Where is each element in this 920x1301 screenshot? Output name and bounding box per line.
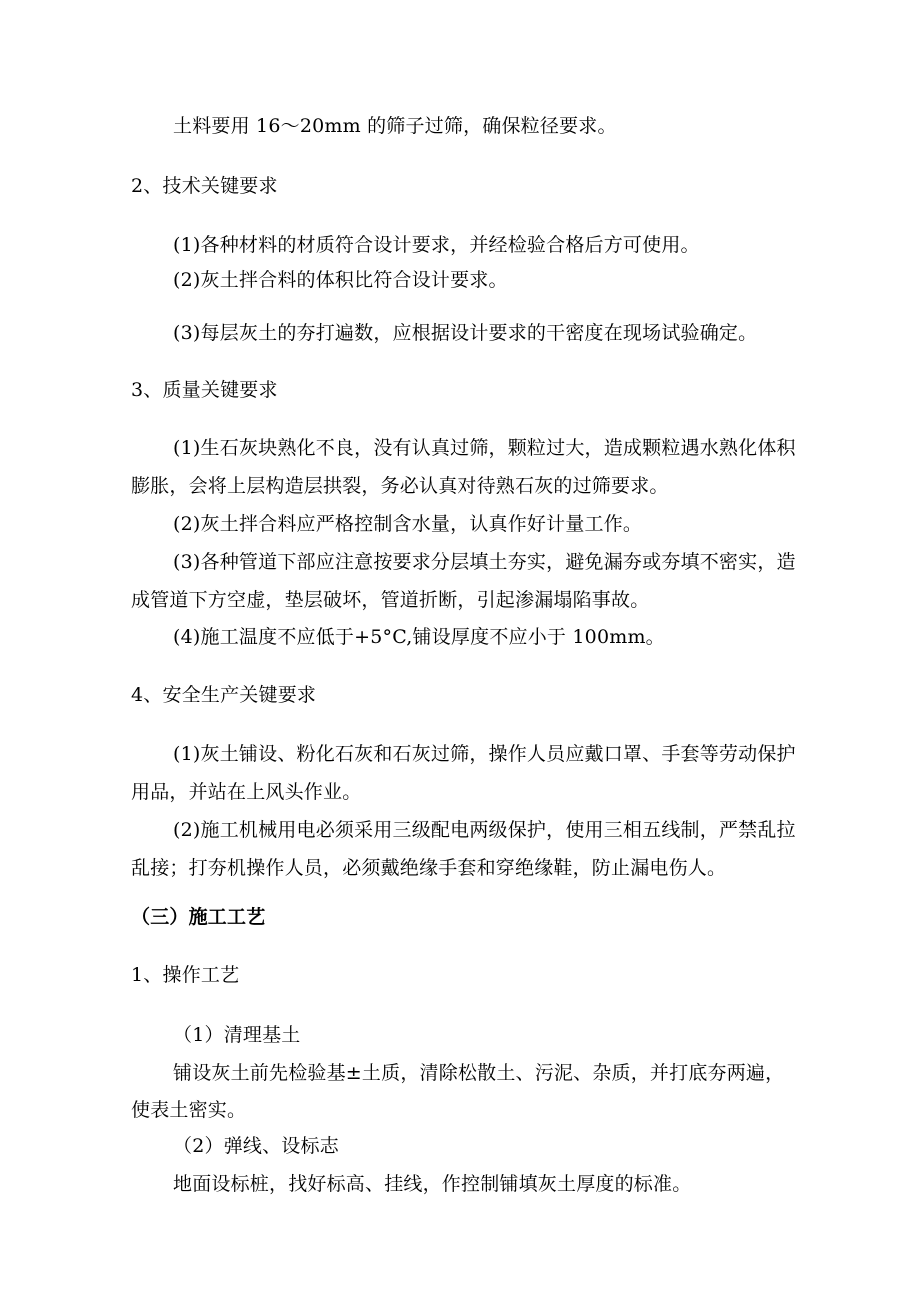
heading-operation-process: 1、操作工艺: [131, 964, 240, 986]
quality-item-2: (2)灰土拌合料应严格控制含水量，认真作好计量工作。: [173, 513, 643, 535]
safety-item-1-line-1: (1)灰土铺设、粉化石灰和石灰过筛，操作人员应戴口罩、手套等劳动保护: [173, 743, 796, 765]
quality-item-3-line-1: (3)各种管道下部应注意按要求分层填土夯实，避免漏夯或夯填不密实，造: [173, 551, 796, 573]
section-heading-construction-process: （三）施工工艺: [131, 906, 266, 928]
heading-technical-requirements: 2、技术关键要求: [131, 175, 278, 197]
tech-item-1: (1)各种材料的材质符合设计要求，并经检验合格后方可使用。: [173, 234, 700, 256]
step-heading-clean-base: （1）清理基土: [173, 1024, 301, 1046]
quality-item-1-line-2: 膨胀，会将上层构造层拱裂，务必认真对待熟石灰的过筛要求。: [131, 475, 669, 497]
quality-item-3-line-2: 成管道下方空虚，垫层破坏，管道折断，引起渗漏塌陷事故。: [131, 589, 650, 611]
safety-item-2-line-1: (2)施工机械用电必须采用三级配电两级保护，使用三相五线制，严禁乱拉: [173, 819, 796, 841]
paragraph-soil-sieve: 土料要用 16～20mm 的筛子过筛，确保粒径要求。: [173, 115, 617, 137]
heading-quality-requirements: 3、质量关键要求: [131, 379, 278, 401]
step-clean-base-line-2: 使表土密实。: [131, 1099, 247, 1121]
quality-item-4: (4)施工温度不应低于+5°C,铺设厚度不应小于 100mm。: [173, 626, 665, 648]
step-clean-base-line-1: 铺设灰土前先检验基±土质，清除松散土、污泥、杂质，并打底夯两遍，: [173, 1062, 785, 1084]
safety-item-2-line-2: 乱接；打夯机操作人员，必须戴绝缘手套和穿绝缘鞋，防止漏电伤人。: [131, 857, 727, 879]
step-marking-line-1: 地面设标桩，找好标高、挂线，作控制铺填灰土厚度的标准。: [173, 1173, 692, 1195]
tech-item-2: (2)灰土拌合料的体积比符合设计要求。: [173, 269, 508, 291]
safety-item-1-line-2: 用品，并站在上风头作业。: [131, 781, 362, 803]
quality-item-1-line-1: (1)生石灰块熟化不良，没有认真过筛，颗粒过大，造成颗粒遇水熟化体积: [173, 437, 796, 459]
tech-item-3: (3)每层灰土的夯打遍数，应根据设计要求的干密度在现场试验确定。: [173, 322, 758, 344]
step-heading-marking: （2）弹线、设标志: [173, 1135, 339, 1157]
heading-safety-requirements: 4、安全生产关键要求: [131, 684, 317, 706]
